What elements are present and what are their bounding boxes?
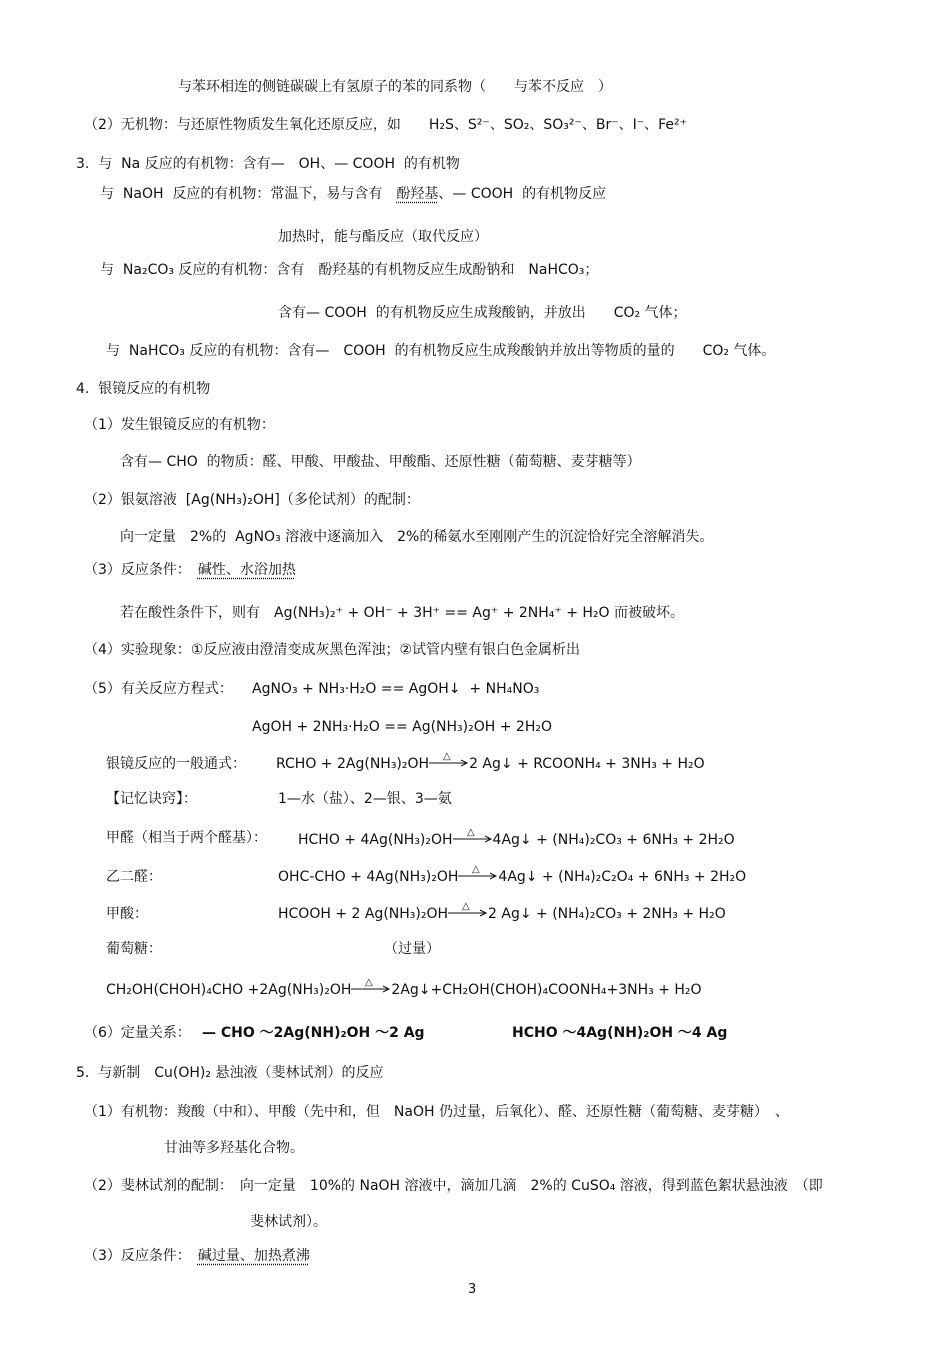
phenol-hydroxyl-emphasis: 酚羟基 (396, 186, 439, 202)
line-phenomena: （4）实验现象：①反应液由澄清变成灰黑色浑浊；②试管内壁有银白色金属析出 (84, 642, 581, 658)
formaldehyde-label: 甲醛（相当于两个醛基）： (106, 830, 267, 846)
line-na2co3 (100, 260, 598, 280)
na2co3-text-tail: 酚羟基的有机物反应生成酚钠和 NaHCO₃； (318, 262, 599, 278)
line-equations-label: （5）有关反应方程式： (84, 681, 233, 697)
line-glycerol: 甘油等多羟基化合物。 (164, 1140, 304, 1156)
quantitative-label: （6）定量关系： (84, 1025, 191, 1041)
line-benzene-homolog: 与苯环相连的侧链碳碳上有氢原子的苯的同系物（ 与苯不反应 ） (178, 79, 612, 95)
glyoxal-label: 乙二醛： (106, 869, 162, 885)
svg-text:△: △ (462, 901, 470, 912)
heat-arrow-icon (458, 864, 498, 884)
conditions-emphasis: 碱性、水浴加热 (197, 562, 296, 578)
eq-products: 2Ag↓+CH₂OH(CHOH)₄COONH₄+3NH₃ + H₂O (391, 982, 702, 998)
line-silver-1: （1）发生银镜反应的有机物： (84, 417, 275, 433)
quantitative-hcho: HCHO ～4Ag(NH)₂OH ～4 Ag (512, 1025, 728, 1041)
naoh-text-tail: 、— COOH 的有机物反应 (438, 186, 607, 202)
eq-reactants: CH₂OH(CHOH)₄CHO +2Ag(NH₃)₂OH (106, 982, 352, 998)
eq-products: 4Ag↓ + (NH₄)₂CO₃ + 6NH₃ + 2H₂O (492, 832, 735, 848)
line-fehling-prep-tail: 斐林试剂）。 (250, 1214, 327, 1230)
line-naoh (100, 184, 606, 204)
na2co3-text: 与 Na₂CO₃ 反应的有机物：含有 (100, 262, 319, 278)
eq-products: 4Ag↓ + (NH₄)₂C₂O₄ + 6NH₃ + 2H₂O (498, 869, 747, 885)
page-number: 3 (468, 1282, 477, 1297)
line-conditions (84, 560, 296, 580)
svg-text:△: △ (365, 977, 374, 988)
heading-silver-mirror: 4. 银镜反应的有机物 (76, 381, 211, 397)
equation-formaldehyde (298, 827, 735, 850)
equation-agoh: AgNO₃ + NH₃·H₂O == AgOH↓ + NH₄NO₃ (252, 681, 540, 697)
equation-general (276, 751, 705, 774)
general-formula-label: 银镜反应的一般通式： (106, 756, 246, 772)
equation-formic-acid (278, 901, 726, 924)
heat-arrow-icon (429, 751, 469, 771)
eq-products: 2 Ag↓ + RCOONH₄ + 3NH₃ + H₂O (469, 756, 705, 772)
excess-note: （过量） (384, 941, 440, 957)
fehling-conditions-emphasis: 碱过量、加热煮沸 (197, 1248, 310, 1264)
heading-na-reaction: 3. 与 Na 反应的有机物：含有— OH、— COOH 的有机物 (76, 156, 460, 172)
glucose-label: 葡萄糖： (106, 941, 162, 957)
quantitative-cho: — CHO ～2Ag(NH)₂OH ～2 Ag (202, 1025, 425, 1041)
eq-reactants: HCHO + 4Ag(NH₃)₂OH (298, 832, 453, 848)
heading-fehling: 5. 与新制 Cu(OH)₂ 悬浊液（斐林试剂）的反应 (76, 1065, 384, 1081)
equation-glucose (106, 977, 702, 1000)
heat-arrow-icon (453, 827, 493, 847)
line-silver-ammonia: （2）银氨溶液 [Ag(NH₃)₂OH]（多伦试剂）的配制： (84, 492, 420, 508)
svg-text:△: △ (443, 751, 451, 762)
formic-acid-label: 甲酸： (106, 906, 148, 922)
line-nahco3: 与 NaHCO₃ 反应的有机物：含有— COOH 的有机物反应生成羧酸钠并放出等物质的量的 CO₂ 气体。 (106, 343, 776, 359)
line-fehling-organics: （1）有机物：羧酸（中和）、甲酸（先中和，但 NaOH 仍过量，后氧化）、醛、还原性糖（葡萄糖、麦芽糖） 、 (84, 1104, 789, 1120)
line-ester-heat: 加热时，能与酯反应（取代反应） (278, 229, 488, 245)
svg-text:△: △ (466, 827, 475, 838)
equation-complex: AgOH + 2NH₃·H₂O == Ag(NH₃)₂OH + 2H₂O (252, 719, 552, 735)
heat-arrow-icon (351, 977, 391, 997)
memory-tip-label: 【记忆诀窍】： (106, 791, 197, 807)
conditions-label: （3）反应条件： (84, 562, 198, 578)
eq-reactants: HCOOH + 2 Ag(NH₃)₂OH (278, 906, 449, 922)
eq-reactants: OHC-CHO + 4Ag(NH₃)₂OH (278, 869, 459, 885)
heat-arrow-icon (448, 901, 488, 921)
line-fehling-prep: （2）斐林试剂的配制： 向一定量 10%的 NaOH 溶液中，滴加几滴 2%的 CuSO₄ 溶液，得到蓝色絮状悬浊液 （即 (84, 1178, 823, 1194)
memory-tip: 1—水（盐）、2—银、3—氨 (278, 791, 452, 807)
line-cho-substances: 含有— CHO 的物质：醛、甲酸、甲酸盐、甲酸酯、还原性糖（葡萄糖、麦芽糖等） (120, 454, 641, 470)
naoh-text: 与 NaOH 反应的有机物：常温下，易与含有 (100, 186, 397, 202)
line-acidic: 若在酸性条件下，则有 Ag(NH₃)₂⁺ + OH⁻ + 3H⁺ == Ag⁺ + 2NH₄⁺ + H₂O 而被破坏。 (120, 605, 685, 621)
line-preparation: 向一定量 2%的 AgNO₃ 溶液中逐滴加入 2%的稀氨水至刚刚产生的沉淀恰好完全溶解消失。 (120, 529, 714, 545)
eq-products: 2 Ag↓ + (NH₄)₂CO₃ + 2NH₃ + H₂O (488, 906, 726, 922)
line-cooh-co2: 含有— COOH 的有机物反应生成羧酸钠，并放出 CO₂ 气体； (278, 305, 687, 321)
line-inorganic: （2）无机物：与还原性物质发生氧化还原反应，如 H₂S、S²⁻、SO₂、SO₃²⁻、Br⁻、I⁻、Fe²⁺ (84, 117, 688, 133)
fehling-conditions-label: （3）反应条件： (84, 1248, 198, 1264)
line-fehling-conditions (84, 1246, 310, 1266)
svg-text:△: △ (472, 864, 481, 875)
eq-reactants: RCHO + 2Ag(NH₃)₂OH (276, 756, 430, 772)
equation-glyoxal (278, 864, 747, 887)
